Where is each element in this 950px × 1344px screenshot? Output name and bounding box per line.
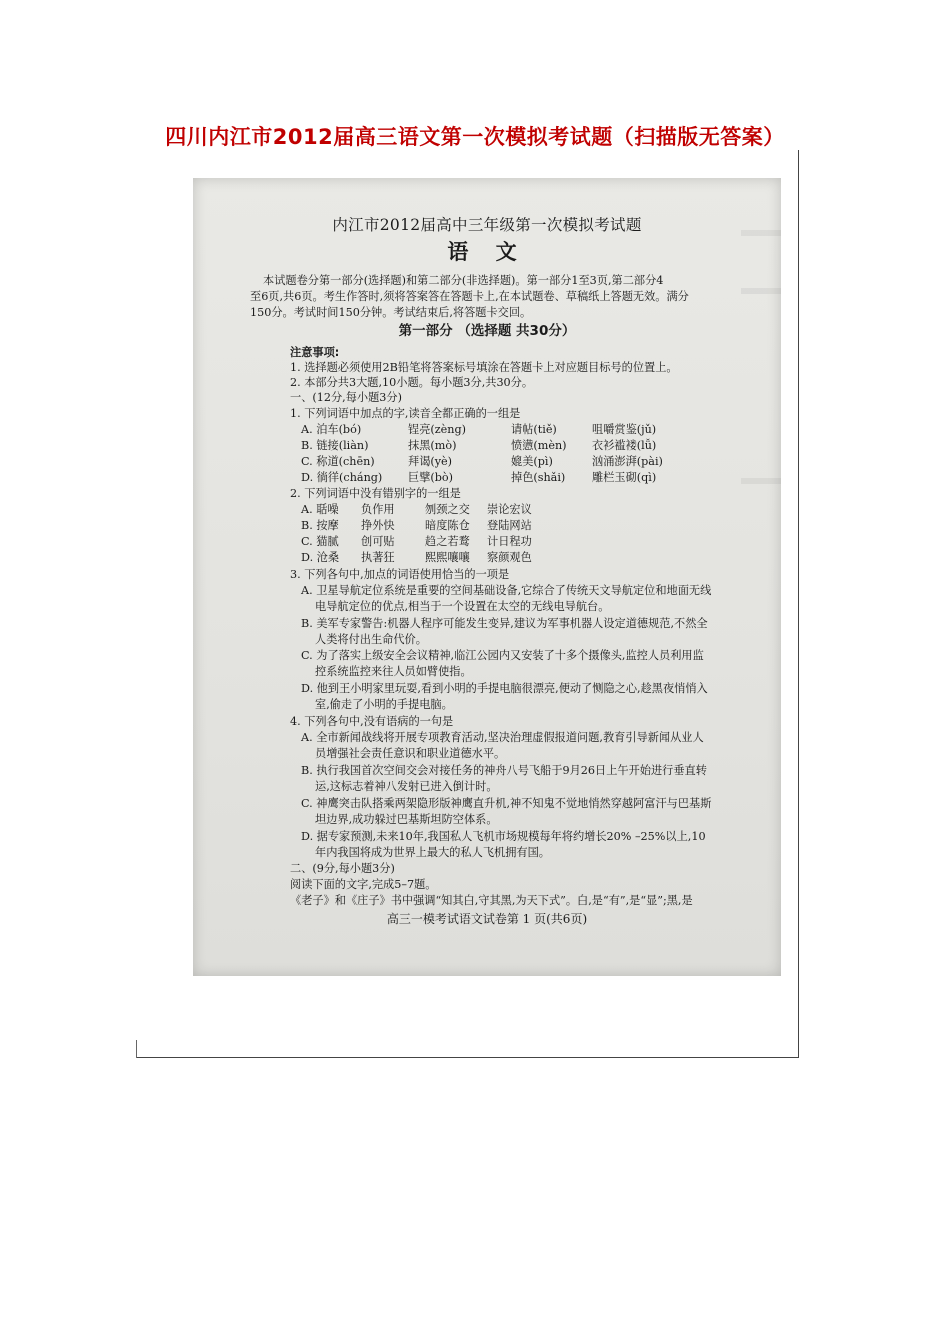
exam-title: 内江市2012届高中三年级第一次模拟考试题 (332, 216, 642, 234)
passage-line: 《老子》和《庄子》书中强调“知其白,守其黑,为天下式”。白,是“有”,是“显”;黑,是 (290, 894, 693, 907)
subject-heading: 语 文 (447, 240, 527, 264)
q4-line: D. 据专家预测,未来10年,我国私人飞机市场规模每年将约增长20% –25%以上,10 (301, 830, 706, 843)
reading-prompt: 阅读下面的文字,完成5–7题。 (290, 878, 437, 891)
question-stem: 2. 下列词语中没有错别字的一组是 (290, 487, 461, 500)
q3-line: 电导航定位的优点,相当于一个设置在太空的无线电导航台。 (315, 600, 610, 613)
q2-option-b-1: B. 按摩 (301, 519, 339, 532)
q2-option-d-3: 熙熙嚷嚷 (425, 551, 470, 564)
intro-line: 150分。考试时间150分钟。考试结束后,将答题卡交回。 (250, 306, 532, 319)
q1-option-d-4: 雕栏玉砌(qì) (592, 471, 657, 484)
q3-line: B. 美军专家警告:机器人程序可能发生变异,建议为军事机器人设定道德规范,不然全 (301, 617, 708, 630)
q4-line: 坦边界,成功躲过巴基斯坦防空体系。 (315, 813, 498, 826)
q4-line: 员增强社会责任意识和职业道德水平。 (315, 747, 506, 760)
q1-option-c-2: 拜谒(yè) (408, 455, 453, 468)
q4-line: 年内我国将成为世界上最大的私人飞机拥有国。 (315, 846, 550, 859)
q4-line: 运,这标志着神八发射已进入倒计时。 (315, 780, 498, 793)
q2-option-a-1: A. 聒噪 (301, 503, 339, 516)
bleed-through-mark (741, 288, 781, 294)
page-footer: 高三一模考试语文试卷第 1 页(共6页) (386, 912, 588, 926)
q2-option-c-3: 趋之若鹜 (425, 535, 470, 548)
q1-option-b-3: 愤懑(mèn) (511, 439, 567, 452)
q2-option-a-2: 负作用 (361, 503, 395, 516)
q1-option-b-4: 衣衫褴褛(lǚ) (592, 439, 657, 452)
q1-option-c-4: 汹涌澎湃(pài) (592, 455, 663, 468)
question-stem: 1. 下列词语中加点的字,读音全都正确的一组是 (290, 407, 521, 420)
q1-option-a-1: A. 泊车(bó) (301, 423, 362, 436)
scanned-exam-page (193, 178, 781, 976)
part-title: 第一部分 （选择题 共30分） (398, 323, 576, 339)
q1-option-b-2: 抹黑(mò) (408, 439, 457, 452)
question-stem: 4. 下列各句中,没有语病的一句是 (290, 715, 454, 728)
document-title: 四川内江市2012届高三语文第一次模拟考试题（扫描版无答案） (165, 125, 785, 149)
question-stem: 3. 下列各句中,加点的词语使用恰当的一项是 (290, 568, 510, 581)
intro-line: 至6页,共6页。考生作答时,须将答案答在答题卡上,在本试题卷、草稿纸上答题无效。满分 (250, 290, 689, 303)
notes-heading: 注意事项: (290, 346, 340, 359)
q3-line: C. 为了落实上级安全会议精神,临江公园内又安装了十多个摄像头,监控人员利用监 (301, 649, 704, 662)
q4-line: B. 执行我国首次空间交会对接任务的神舟八号飞船于9月26日上午开始进行垂直转 (301, 764, 707, 777)
q2-option-b-3: 暗度陈仓 (425, 519, 470, 532)
q2-option-b-4: 登陆网站 (487, 519, 532, 532)
q1-option-d-3: 掉色(shǎi) (511, 471, 566, 484)
q2-option-c-2: 创可贴 (361, 535, 395, 548)
note-item: 1. 选择题必须使用2B铅笔将答案标号填涂在答题卡上对应题目标号的位置上。 (290, 361, 678, 374)
q3-line: D. 他到王小明家里玩耍,看到小明的手提电脑很漂亮,便动了恻隐之心,趁黑夜悄悄入 (301, 682, 708, 695)
q4-line: C. 神鹰突击队搭乘两架隐形版神鹰直升机,神不知鬼不觉地悄然穿越阿富汗与巴基斯 (301, 797, 712, 810)
q1-option-a-4: 咀嚼赏鉴(jǔ) (592, 423, 657, 436)
q3-line: 控系统监控来往人员如臂使指。 (315, 665, 472, 678)
q2-option-a-4: 崇论宏议 (487, 503, 532, 516)
q2-option-c-1: C. 猫腻 (301, 535, 339, 548)
q4-line: A. 全市新闻战线将开展专项教育活动,坚决治理虚假报道问题,教育引导新闻从业人 (301, 731, 704, 744)
q3-line: 人类将付出生命代价。 (315, 633, 427, 646)
q2-option-d-2: 执著狂 (361, 551, 395, 564)
frame-bottom-border (136, 1057, 799, 1058)
q2-option-b-2: 挣外快 (361, 519, 395, 532)
bleed-through-mark (741, 478, 781, 484)
q1-option-d-2: 巨擘(bò) (408, 471, 454, 484)
q1-option-d-1: D. 徜徉(cháng) (301, 471, 383, 484)
q1-option-c-1: C. 称道(chēn) (301, 455, 375, 468)
q3-line: 室,偷走了小明的手提电脑。 (315, 698, 453, 711)
frame-left-tick (136, 1040, 137, 1058)
q2-option-d-4: 察颜观色 (487, 551, 532, 564)
q2-option-d-1: D. 沧桑 (301, 551, 340, 564)
section-heading: 一、(12分,每小题3分) (290, 391, 402, 404)
q1-option-a-2: 锃亮(zèng) (408, 423, 466, 436)
intro-line: 本试题卷分第一部分(选择题)和第二部分(非选择题)。第一部分1至3页,第二部分4 (263, 274, 664, 287)
q1-option-a-3: 请帖(tiě) (511, 423, 557, 436)
q2-option-a-3: 刎颈之交 (425, 503, 470, 516)
q1-option-b-1: B. 链接(liàn) (301, 439, 369, 452)
frame-right-border (798, 150, 799, 1058)
q1-option-c-3: 媲美(pì) (511, 455, 553, 468)
q2-option-c-4: 计日程功 (487, 535, 532, 548)
section-heading: 二、(9分,每小题3分) (290, 862, 395, 875)
note-item: 2. 本部分共3大题,10小题。每小题3分,共30分。 (290, 376, 534, 389)
q3-line: A. 卫星导航定位系统是重要的空间基础设备,它综合了传统天文导航定位和地面无线 (301, 584, 712, 597)
